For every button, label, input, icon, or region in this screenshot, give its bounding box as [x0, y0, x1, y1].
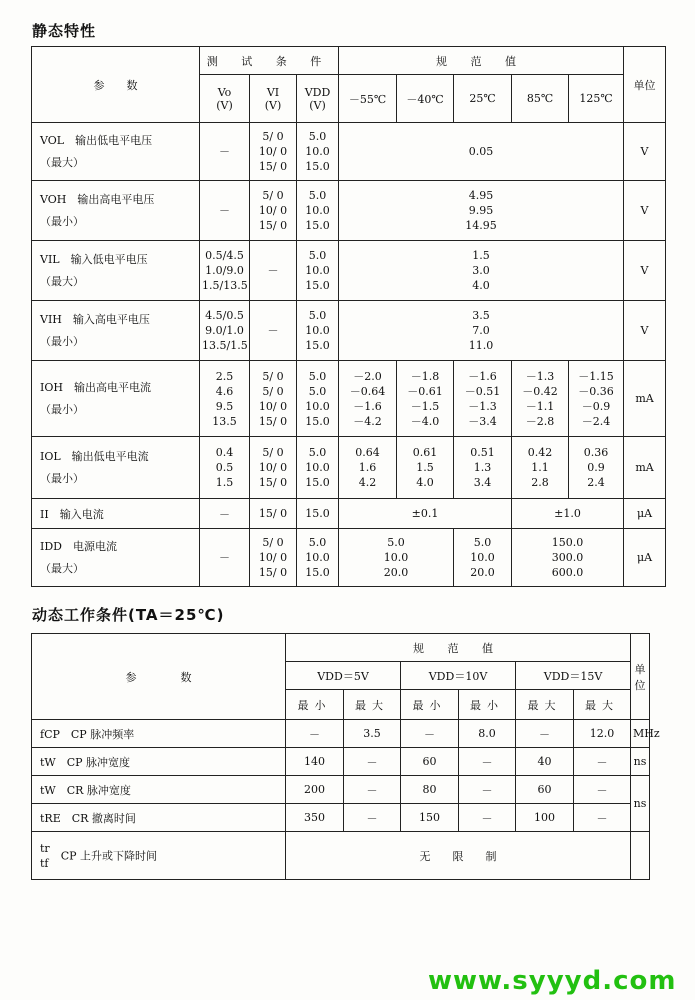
param-cell: tW CR 脉冲宽度 — [32, 776, 286, 804]
header-vdd-group: VDD＝10V — [401, 662, 516, 690]
unit-cell: V — [624, 241, 666, 301]
table-row — [32, 123, 666, 181]
header-spec-values: 规 范 值 — [339, 47, 624, 75]
value-cell: － — [401, 720, 459, 748]
vdd-cell: 15.0 — [297, 499, 339, 529]
header-min-max: 最小 — [459, 690, 516, 720]
header-temp: －55℃ — [339, 75, 397, 123]
header-vdd-group: VDD＝5V — [286, 662, 401, 690]
header-min-max: 最小 — [401, 690, 459, 720]
spec-cell: 0.61 1.5 4.0 — [397, 437, 454, 499]
header-vdd: VDD (V) — [297, 75, 339, 123]
vi-cell: － — [250, 301, 297, 361]
spec-cell: 5.0 10.0 20.0 — [339, 529, 454, 587]
param-cell: tW CP 脉冲宽度 — [32, 748, 286, 776]
header-vdd-group: VDD＝15V — [516, 662, 631, 690]
header-param: 参 数 — [32, 634, 286, 720]
value-cell: － — [459, 804, 516, 832]
value-cell: － — [344, 776, 401, 804]
header-temp: 125℃ — [569, 75, 624, 123]
dynamic-title: 动态工作条件(TA＝25℃) — [32, 606, 225, 624]
value-cell: 350 — [286, 804, 344, 832]
param-cell: VIL 输入低电平电压 （最大） — [32, 241, 200, 301]
value-cell: 200 — [286, 776, 344, 804]
vi-cell: 5/ 0 10/ 0 15/ 0 — [250, 181, 297, 241]
static-title: 静态特性 — [32, 22, 97, 40]
header-temp: －40℃ — [397, 75, 454, 123]
watermark: www.syyyd.com — [428, 966, 677, 996]
table-row — [32, 499, 666, 529]
value-cell: 40 — [516, 748, 574, 776]
vo-cell: － — [200, 123, 250, 181]
value-cell: 100 — [516, 804, 574, 832]
table-row — [32, 529, 666, 587]
header-min-max: 最大 — [574, 690, 631, 720]
table-row — [32, 361, 666, 437]
param-cell: VOL 输出低电平电压 （最大） — [32, 123, 200, 181]
vdd-cell: 5.0 10.0 15.0 — [297, 529, 339, 587]
vi-cell: 15/ 0 — [250, 499, 297, 529]
unit-cell: MHz — [631, 720, 650, 748]
unit-cell: ns — [631, 776, 650, 832]
unit-cell: ns — [631, 748, 650, 776]
header-vo: Vo (V) — [200, 75, 250, 123]
table-row — [32, 804, 650, 832]
table-row — [32, 748, 650, 776]
vo-cell: 4.5/0.5 9.0/1.0 13.5/1.5 — [200, 301, 250, 361]
value-cell: － — [286, 720, 344, 748]
vi-cell: － — [250, 241, 297, 301]
spec-cell: －2.0 －0.64 －1.6 －4.2 — [339, 361, 397, 437]
param-cell: VOH 输出高电平电压 （最小） — [32, 181, 200, 241]
value-cell: 140 — [286, 748, 344, 776]
vo-cell: 2.5 4.6 9.5 13.5 — [200, 361, 250, 437]
spec-cell: 5.0 10.0 20.0 — [454, 529, 512, 587]
value-cell: 3.5 — [344, 720, 401, 748]
param-cell: IDD 电源电流 （最大） — [32, 529, 200, 587]
table-row — [32, 776, 650, 804]
header-param: 参 数 — [32, 47, 200, 123]
table-row — [32, 437, 666, 499]
value-cell: － — [516, 720, 574, 748]
value-cell: － — [574, 804, 631, 832]
header-min-max: 最大 — [344, 690, 401, 720]
vo-cell: 0.4 0.5 1.5 — [200, 437, 250, 499]
static-characteristics-table — [31, 46, 666, 587]
unit-cell: μA — [624, 499, 666, 529]
header-unit: 单位 — [624, 47, 666, 123]
vi-cell: 5/ 0 10/ 0 15/ 0 — [250, 529, 297, 587]
spec-cell: －1.3 －0.42 －1.1 －2.8 — [512, 361, 569, 437]
header-min-max: 最小 — [286, 690, 344, 720]
vdd-cell: 5.0 10.0 15.0 — [297, 437, 339, 499]
header-vi: VI (V) — [250, 75, 297, 123]
param-cell: VIH 输入高电平电压 （最小） — [32, 301, 200, 361]
table-row — [32, 181, 666, 241]
unit-cell: V — [624, 181, 666, 241]
spec-cell: 150.0 300.0 600.0 — [512, 529, 624, 587]
value-cell: 8.0 — [459, 720, 516, 748]
vi-cell: 5/ 0 10/ 0 15/ 0 — [250, 123, 297, 181]
spec-cell: 无 限 制 — [286, 832, 631, 880]
unit-cell: mA — [624, 437, 666, 499]
param-cell: tRE CR 撤离时间 — [32, 804, 286, 832]
value-cell: 60 — [516, 776, 574, 804]
value-cell: 12.0 — [574, 720, 631, 748]
table-row — [32, 241, 666, 301]
spec-cell: 0.64 1.6 4.2 — [339, 437, 397, 499]
unit-cell — [631, 832, 650, 880]
spec-cell: 4.95 9.95 14.95 — [339, 181, 624, 241]
spec-cell: ±1.0 — [512, 499, 624, 529]
header-unit: 单位 — [631, 634, 650, 720]
spec-cell: 1.5 3.0 4.0 — [339, 241, 624, 301]
value-cell: － — [574, 776, 631, 804]
vdd-cell: 5.0 10.0 15.0 — [297, 241, 339, 301]
vi-cell: 5/ 0 5/ 0 10/ 0 15/ 0 — [250, 361, 297, 437]
vo-cell: 0.5/4.5 1.0/9.0 1.5/13.5 — [200, 241, 250, 301]
unit-cell: μA — [624, 529, 666, 587]
value-cell: 60 — [401, 748, 459, 776]
param-cell: IOH 输出高电平电流 （最小） — [32, 361, 200, 437]
table-row — [32, 832, 650, 880]
table-row — [32, 720, 650, 748]
spec-cell: －1.15 －0.36 －0.9 －2.4 — [569, 361, 624, 437]
vdd-cell: 5.0 10.0 15.0 — [297, 301, 339, 361]
spec-cell: 0.51 1.3 3.4 — [454, 437, 512, 499]
spec-cell: 0.36 0.9 2.4 — [569, 437, 624, 499]
value-cell: － — [344, 748, 401, 776]
param-cell: tr tf CP 上升或下降时间 — [32, 832, 286, 880]
spec-cell: ±0.1 — [339, 499, 512, 529]
spec-cell: 0.42 1.1 2.8 — [512, 437, 569, 499]
value-cell: 80 — [401, 776, 459, 804]
param-cell: II 输入电流 — [32, 499, 200, 529]
param-cell: IOL 输出低电平电流 （最小） — [32, 437, 200, 499]
vo-cell: － — [200, 529, 250, 587]
vdd-cell: 5.0 10.0 15.0 — [297, 123, 339, 181]
vi-cell: 5/ 0 10/ 0 15/ 0 — [250, 437, 297, 499]
value-cell: － — [459, 776, 516, 804]
value-cell: － — [574, 748, 631, 776]
spec-cell: －1.6 －0.51 －1.3 －3.4 — [454, 361, 512, 437]
header-temp: 85℃ — [512, 75, 569, 123]
spec-cell: 3.5 7.0 11.0 — [339, 301, 624, 361]
table-row — [32, 301, 666, 361]
spec-cell: －1.8 －0.61 －1.5 －4.0 — [397, 361, 454, 437]
header-temp: 25℃ — [454, 75, 512, 123]
unit-cell: mA — [624, 361, 666, 437]
vdd-cell: 5.0 10.0 15.0 — [297, 181, 339, 241]
vdd-cell: 5.0 5.0 10.0 15.0 — [297, 361, 339, 437]
spec-cell: 0.05 — [339, 123, 624, 181]
vo-cell: － — [200, 181, 250, 241]
value-cell: － — [344, 804, 401, 832]
vo-cell: － — [200, 499, 250, 529]
header-test-conditions: 测 试 条 件 — [200, 47, 339, 75]
value-cell: － — [459, 748, 516, 776]
header-min-max: 最大 — [516, 690, 574, 720]
unit-cell: V — [624, 301, 666, 361]
dynamic-conditions-table — [31, 633, 660, 880]
unit-cell: V — [624, 123, 666, 181]
header-spec-values: 规 范 值 — [286, 634, 631, 662]
value-cell: 150 — [401, 804, 459, 832]
param-cell: fCP CP 脉冲频率 — [32, 720, 286, 748]
